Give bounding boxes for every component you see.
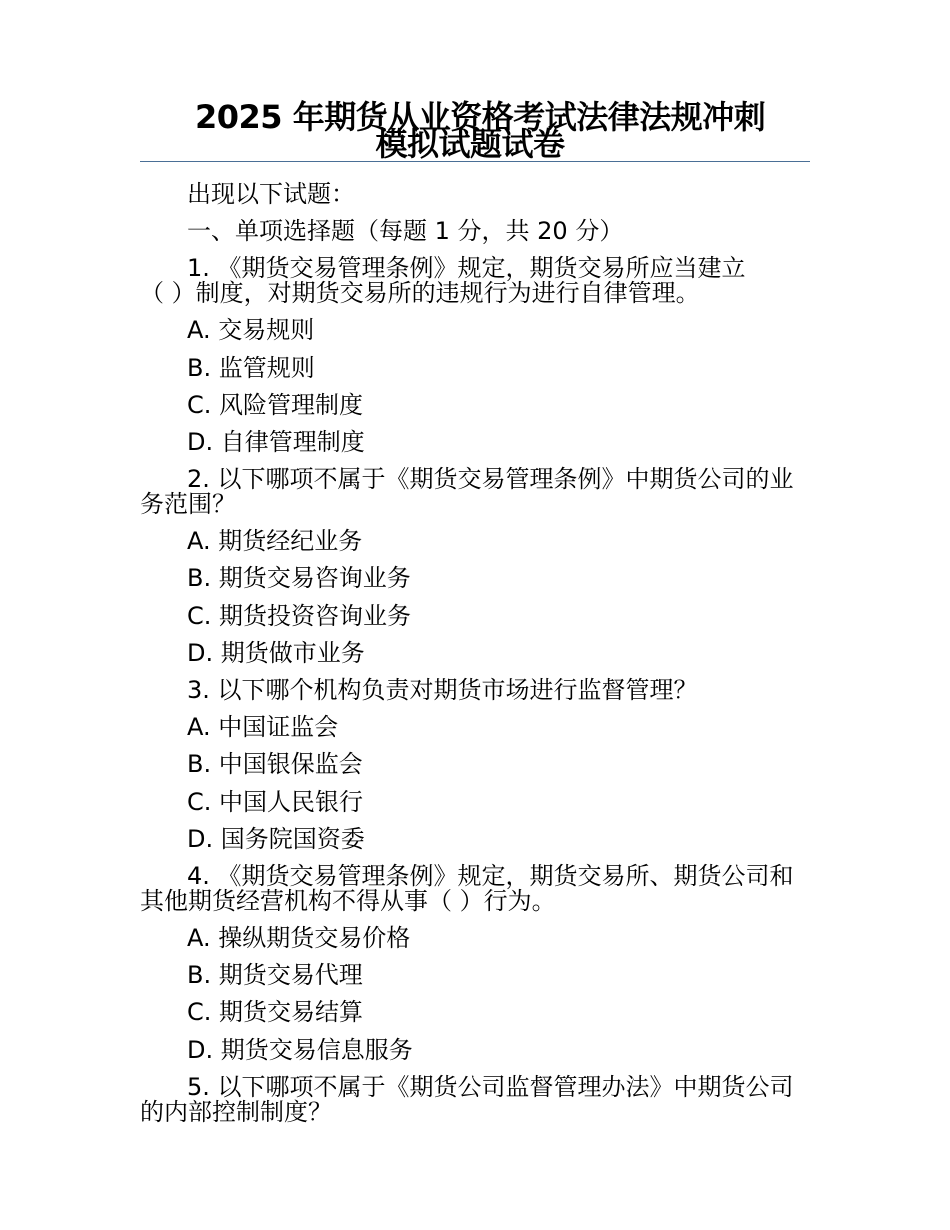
question-stem-line: 1. 《期货交易管理条例》规定，期货交易所应当建立: [187, 254, 746, 283]
question-stem-line: 5. 以下哪项不属于《期货公司监督管理办法》中期货公司: [187, 1072, 794, 1101]
title-line-2: 模拟试题试卷: [375, 125, 565, 163]
question-stem: [140, 461, 812, 523]
answer-option: C. 中国人民银行: [187, 787, 364, 816]
document-body: [140, 176, 812, 1131]
answer-option: B. 中国银保监会: [187, 750, 363, 779]
answer-option: A. 期货经纪业务: [187, 527, 363, 556]
answer-option: D. 自律管理制度: [187, 428, 365, 457]
answer-option: A. 中国证监会: [187, 713, 339, 742]
answer-option: B. 监管规则: [187, 353, 315, 382]
question-stem-line: 务范围？: [140, 490, 236, 519]
intro-text: 出现以下试题：: [187, 180, 355, 208]
question-stem: [140, 250, 812, 312]
question-stem: [140, 858, 812, 920]
question-stem-line: 2. 以下哪项不属于《期货交易管理条例》中期货公司的业: [187, 465, 794, 494]
answer-option: D. 期货做市业务: [187, 638, 365, 667]
question-stem: [140, 1069, 812, 1131]
answer-option: C. 期货投资咨询业务: [187, 601, 412, 630]
question-stem-line: 其他期货经营机构不得从事（ ）行为。: [140, 887, 556, 916]
document-title: [140, 98, 810, 163]
answer-option: D. 期货交易信息服务: [187, 1035, 413, 1064]
answer-option: C. 期货交易结算: [187, 998, 364, 1027]
question-stem-line: 4. 《期货交易管理条例》规定，期货交易所、期货公司和: [187, 862, 794, 891]
answer-option: D. 国务院国资委: [187, 824, 365, 853]
answer-option: C. 风险管理制度: [187, 390, 364, 419]
title-underline: [140, 161, 810, 162]
answer-option: B. 期货交易代理: [187, 961, 363, 990]
section-heading: 一、单项选择题（每题 1 分，共 20 分）: [187, 217, 624, 246]
question-stem: 3. 以下哪个机构负责对期货市场进行监督管理？: [187, 676, 698, 705]
answer-option: A. 交易规则: [187, 316, 315, 345]
answer-option: B. 期货交易咨询业务: [187, 564, 411, 593]
question-stem-line: 的内部控制制度？: [140, 1097, 332, 1126]
title-line-1: 2025 年期货从业资格考试法律法规冲刺: [195, 98, 766, 136]
answer-option: A. 操纵期货交易价格: [187, 924, 411, 953]
question-stem-line: （ ）制度，对期货交易所的违规行为进行自律管理。: [140, 279, 700, 308]
